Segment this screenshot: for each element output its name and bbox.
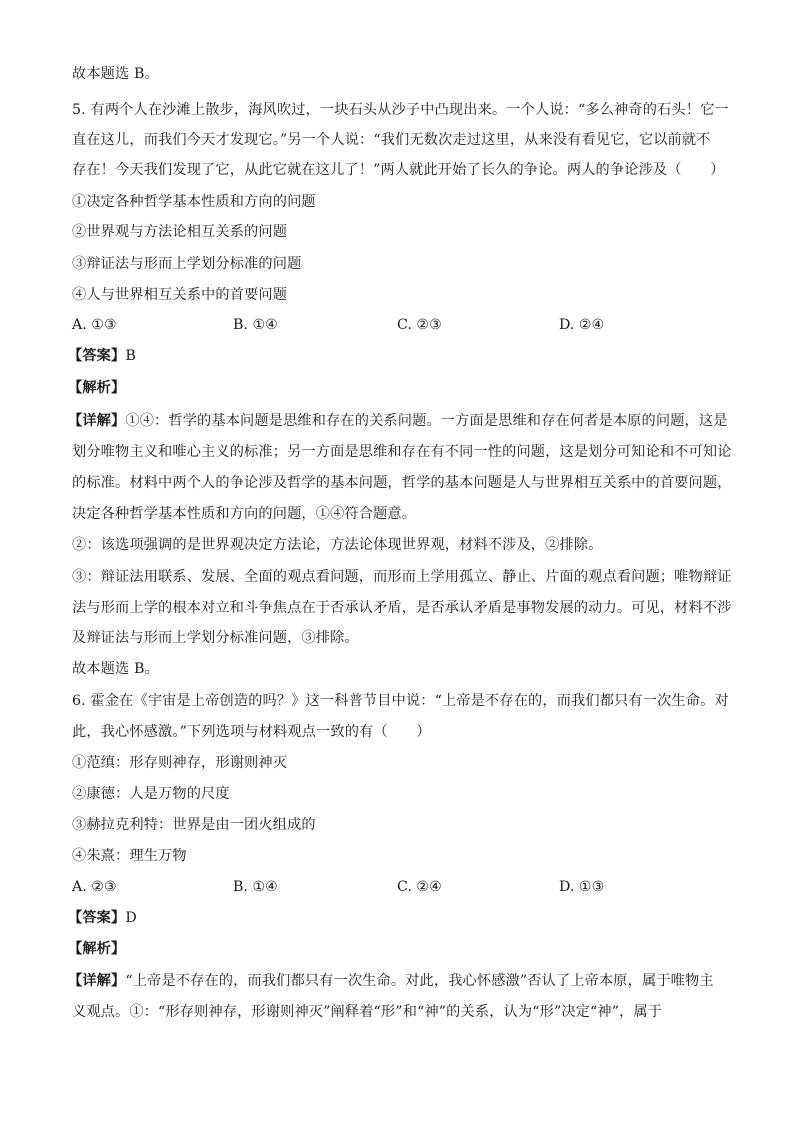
q6-analysis-tag: 【解析】 (68, 941, 126, 957)
q5-statement-2: ②世界观与方法论相互关系的问题 (72, 224, 288, 240)
q5-statement-1: ①决定各种哲学基本性质和方向的问题 (72, 194, 316, 210)
q5-detail-tag: 【详解】 (68, 413, 126, 429)
q5-analysis-heading (68, 378, 125, 398)
q5-option-b: B. ①④ (233, 317, 278, 333)
q6-detail-tag: 【详解】 (68, 973, 126, 989)
q5-detail-line-1 (68, 411, 728, 431)
q6-answer (68, 908, 137, 928)
q6-statement-1: ①范缜：形存则神存，形谢则神灭 (72, 755, 288, 771)
q5-conclusion: 故本题选 B。 (72, 661, 159, 677)
q6-answer-value: D (125, 910, 137, 926)
q6-option-c: C. ②④ (397, 879, 442, 895)
q6-statement-4: ④朱熹：理生万物 (72, 848, 187, 864)
q6-option-a: A. ②③ (72, 879, 117, 895)
q5-stem-line-3: 存在！今天我们发现了它，从此它就在这儿了！”两人就此开始了长久的争论。两人的争论涉及（ ） (72, 162, 725, 178)
q5-detail-text-1: ①④：哲学的基本问题是思维和存在的关系问题。一方面是思维和存在何者是本原的问题，这是 (125, 413, 728, 429)
q5-answer-tag: 【答案】 (68, 348, 126, 364)
q5-answer-value: B (125, 348, 136, 364)
q5-detail-line-3: 的标准。材料中两个人的争论涉及哲学的基本问题，哲学的基本问题是人与世界相互关系中的首要问题， (72, 475, 732, 491)
q6-answer-tag: 【答案】 (68, 910, 126, 926)
q5-detail-line-7: 法与形而上学的根本对立和斗争焦点在于否承认矛盾，是否承认矛盾是事物发展的动力。可见，材料不涉 (72, 600, 732, 616)
q5-detail-line-4: 决定各种哲学基本性质和方向的问题，①④符合题意。 (72, 506, 417, 522)
q5-detail-line-2: 划分唯物主义和唯心主义的标准；另一方面是思维和存在有不同一性的问题，这是划分可知论和不可知论 (72, 444, 732, 460)
q6-option-d: D. ①③ (559, 879, 605, 895)
q6-statement-3: ③赫拉克利特：世界是由一团火组成的 (72, 817, 316, 833)
q5-detail-line-5: ②：该选项强调的是世界观决定方法论，方法论体现世界观，材料不涉及，②排除。 (72, 537, 603, 553)
q6-statement-2: ②康德：人是万物的尺度 (72, 786, 230, 802)
q6-analysis-heading (68, 939, 125, 959)
q5-detail-line-8: 及辩证法与形而上学划分标准问题，③排除。 (72, 630, 359, 646)
q5-stem-line-1: 5. 有两个人在沙滩上散步，海风吹过，一块石头从沙子中凸现出来。一个人说：“多么神奇的石头！它一 (72, 102, 729, 118)
q5-statement-4: ④人与世界相互关系中的首要问题 (72, 287, 288, 303)
q6-detail-text-1: “上帝是不存在的，而我们都只有一次生命。对此，我心怀感激”否认了上帝本原，属于唯物主 (125, 973, 714, 989)
q5-option-c: C. ②③ (397, 317, 442, 333)
q5-answer (68, 346, 136, 366)
q6-option-b: B. ①④ (233, 879, 278, 895)
q5-analysis-tag: 【解析】 (68, 380, 126, 396)
q5-detail-line-6: ③：辩证法用联系、发展、全面的观点看问题，而形而上学用孤立、静止、片面的观点看问题；唯物辩证 (72, 569, 732, 585)
q5-option-a: A. ①③ (72, 317, 117, 333)
q6-stem-line-1: 6. 霍金在《宇宙是上帝创造的吗？》这一科普节目中说：“上帝是不存在的，而我们都只有一次生命。对 (72, 693, 729, 709)
q5-stem-line-2: 直在这儿，而我们今天才发现它。”另一个人说：“我们无数次走过这里，从来没有看见它，它以前就不 (72, 132, 711, 148)
q6-detail-line-1 (68, 971, 714, 991)
q5-option-d: D. ②④ (559, 317, 605, 333)
q6-stem-line-2: 此，我心怀感激。”下列选项与材料观点一致的有（ ） (72, 724, 431, 740)
conclusion-prev: 故本题选 B。 (72, 66, 159, 82)
q5-statement-3: ③辩证法与形而上学划分标准的问题 (72, 256, 302, 272)
q6-detail-line-2: 义观点。①：“形存则神存，形谢则神灭”阐释着“形”和“神”的关系，认为“形”决定“神”，属于 (72, 1004, 663, 1020)
